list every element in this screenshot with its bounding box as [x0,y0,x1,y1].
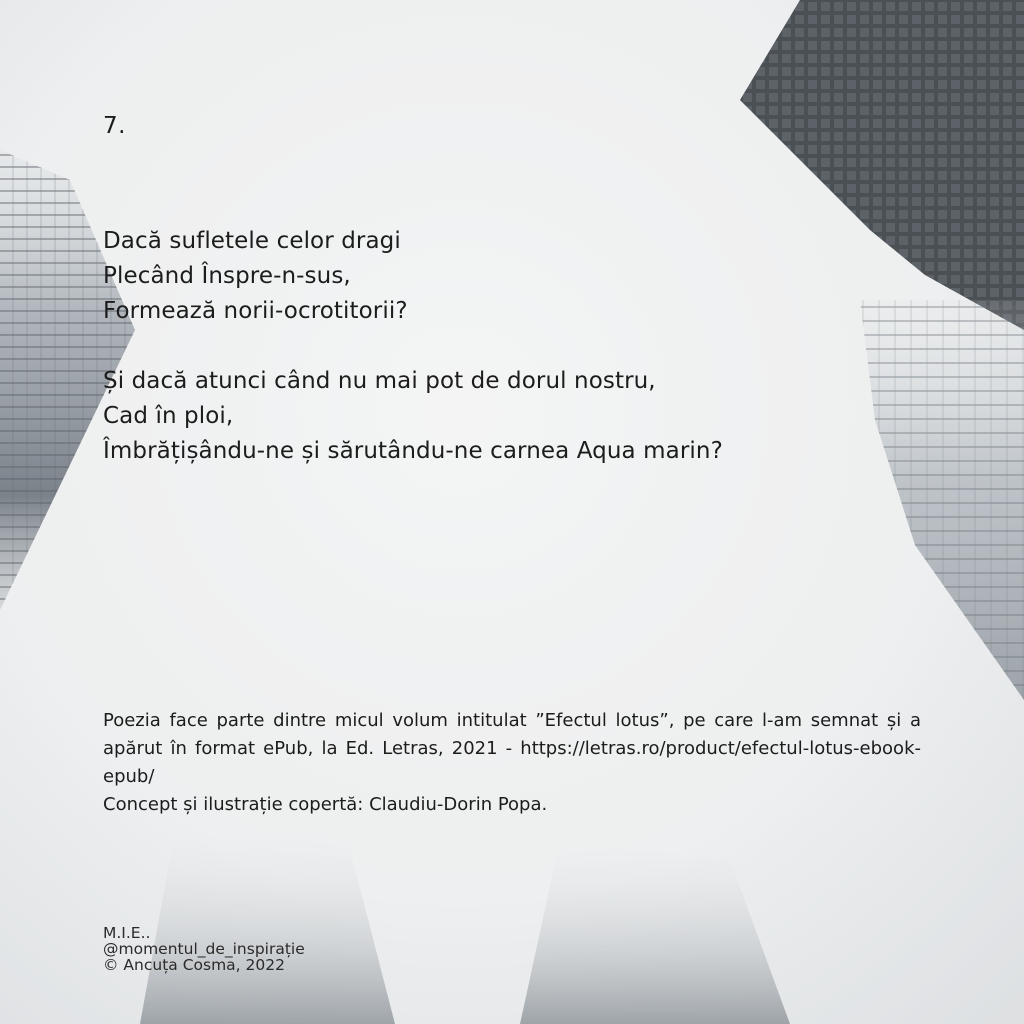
signature-initials: M.I.E.. [103,924,151,942]
poem-number: 7. [103,113,126,139]
poem-line: Formează norii-ocrotitorii? [103,298,408,324]
poem-line: Plecând Înspre-n-sus, [103,263,351,289]
cover-credit: Concept și ilustrație copertă: Claudiu-Dorin Popa. [103,794,548,815]
poem-line: Îmbrățișându-ne și sărutându-ne carnea Aqua marin? [103,438,723,464]
poem-line: Cad în ploi, [103,403,234,429]
poem-line: Dacă sufletele celor dragi [103,228,401,254]
signature-block [103,925,305,973]
poem-line: Și dacă atunci când nu mai pot de dorul nostru, [103,368,656,394]
signature-copyright: © Ancuța Cosma, 2022 [103,956,285,974]
stanza-break [103,329,863,364]
poem-body [103,224,863,469]
publication-note-text: Poezia face parte dintre micul volum intitulat ”Efectul lotus”, pe care l-am semnat și a apărut în format ePub, la Ed. Letras, 2021 - https://letras.ro/product/efectul-lotus-ebook-epub/ [103,710,921,787]
publication-note [103,707,921,819]
signature-handle: @momentul_de_inspirație [103,940,305,958]
